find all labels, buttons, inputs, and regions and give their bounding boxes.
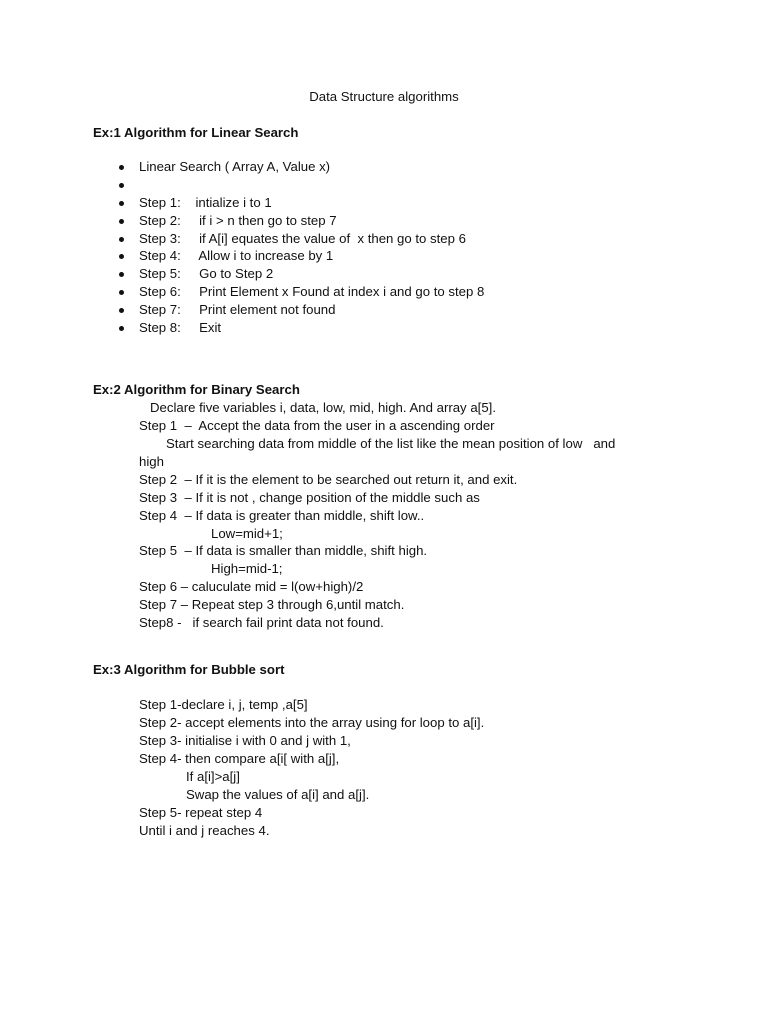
step-line: If a[i]>a[j] xyxy=(186,769,240,784)
bullet-icon xyxy=(119,201,124,206)
ex2-heading: Ex:2 Algorithm for Binary Search xyxy=(93,382,300,397)
step-line: Declare five variables i, data, low, mid, high. And array a[5]. xyxy=(150,400,496,415)
bullet-icon xyxy=(119,183,124,188)
step-line: Step 1 – Accept the data from the user in a ascending order xyxy=(139,418,495,433)
step-line: Until i and j reaches 4. xyxy=(139,823,270,838)
ex1-heading: Ex:1 Algorithm for Linear Search xyxy=(93,125,299,140)
step-line: Step 3- initialise i with 0 and j with 1, xyxy=(139,733,351,748)
step-line: high xyxy=(139,454,164,469)
bullet-icon xyxy=(119,254,124,259)
step-line: Swap the values of a[i] and a[j]. xyxy=(186,787,370,802)
bullet-icon xyxy=(119,219,124,224)
step-line: Step 5- repeat step 4 xyxy=(139,805,263,820)
step-line: Start searching data from middle of the list like the mean position of low and xyxy=(166,436,616,451)
step-line: Step 6 – caluculate mid = l(ow+high)/2 xyxy=(139,579,364,594)
bullet-icon xyxy=(119,290,124,295)
bullet-icon xyxy=(119,272,124,277)
bullet-icon xyxy=(119,165,124,170)
step-line: Step 4 – If data is greater than middle, shift low.. xyxy=(139,508,425,523)
step-line: Step 5 – If data is smaller than middle, shift high. xyxy=(139,543,428,558)
step-line: Step 2 – If it is the element to be searched out return it, and exit. xyxy=(139,472,518,487)
step-line: Step 4- then compare a[i[ with a[j], xyxy=(139,751,340,766)
page-title: Data Structure algorithms xyxy=(309,89,459,104)
step-line: Step8 - if search fail print data not found. xyxy=(139,615,384,630)
step-line: Low=mid+1; xyxy=(211,526,283,541)
ex3-heading: Ex:3 Algorithm for Bubble sort xyxy=(93,662,285,677)
bullet-icon xyxy=(119,326,124,331)
step-line: Step 3 – If it is not , change position of the middle such as xyxy=(139,490,480,505)
bullet-icon xyxy=(119,308,124,313)
step-line: High=mid-1; xyxy=(211,561,283,576)
document-page: Data Structure algorithms Ex:1 Algorithm for Linear Search Linear Search ( Array A, Value x) Step 1: intialize i to 1 Step 2: if i > n then go to step 7 Step 3: if A[i] equates the value of x then go to step 6 Step 4: Allow i to increase by 1 Step 5: Go to Step 2 Step 6: Print Element x Found at index i and go to step 8 Step 7: Print element not found Step 8: Exit Ex:2 Algorithm for Binary Search Declare five variables i, data, low, mid, high. And array a[5]. Step 1 – Accept the data from the user in a ascending order Start searching data from middle of the list like the mean position of low and high Step 2 – If it is the element to be searched out return it, and exit. Step 3 – If it is not , change position of the middle such as Step 4 – If data is greater than middle, shift low.. Low=mid+1; Step 5 – If data is smaller than middle, shift high. High=mid-1; Step 6 – caluculate mid = l(ow+high)/2 Step 7 – Repeat step 3 through 6,until match. Step8 - if search fail print data not found. Ex:3 Algorithm for Bubble sort Step 1-declare i, j, temp ,a[5] Step 2- accept elements into the array using for loop to a[i]. Step 3- initialise i with 0 and j with 1, Step 4- then compare a[i[ with a[j], If a[i]>a[j] Swap the values of a[i] and a[j]. Step 5- repeat step 4 Until i and j reaches 4. xyxy=(0,0,768,1024)
step-line: Step 2- accept elements into the array using for loop to a[i]. xyxy=(139,715,485,730)
step-line: Step 7 – Repeat step 3 through 6,until match. xyxy=(139,597,405,612)
bullet-icon xyxy=(119,237,124,242)
step-line: Step 1-declare i, j, temp ,a[5] xyxy=(139,697,308,712)
